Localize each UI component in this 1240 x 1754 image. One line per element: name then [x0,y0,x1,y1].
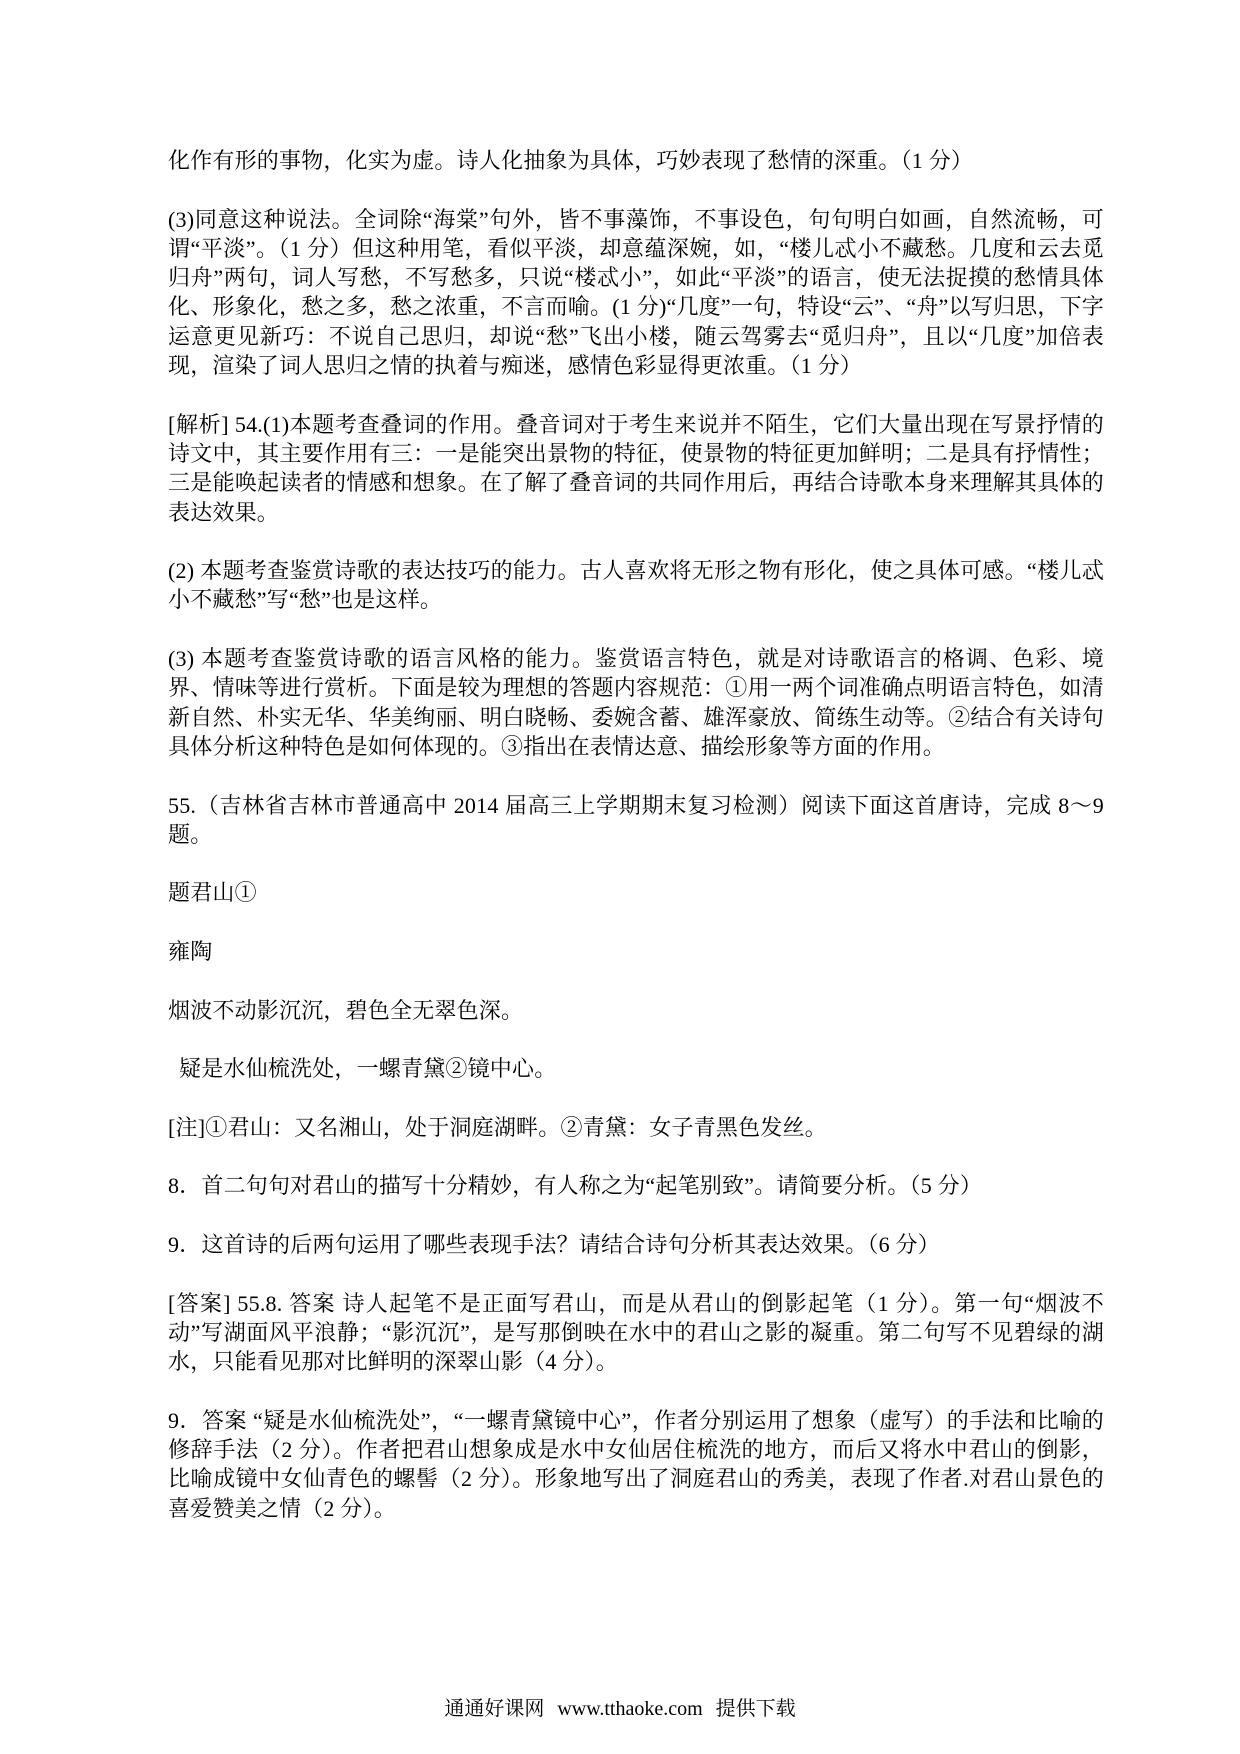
poem-line-1: 烟波不动影沉沉，碧色全无翠色深。 [168,997,524,1023]
question-8: 8．首二句句对君山的描写十分精妙，有人称之为“起笔别致”。请简要分析。（5 分） [168,1173,983,1199]
footer-download-label: 提供下载 [715,1698,796,1720]
paragraph-question-55-intro: 55.（吉林省吉林市普通高中 2014 届高三上学期期末复习检测）阅读下面这首唐诗，完成 8～9 题。 [168,792,1110,847]
poem-title: 题君山① [168,880,257,906]
paragraph-analysis-54-1: [解析] 54.(1)本题考查叠词的作用。叠音词对于考生来说并不陌生，它们大量出现在写景抒情的诗文中，其主要作用有三：一是能突出景物的特征，使景物的特征更加鲜明；二是具有抒情性；三是能唤起读者的情感和想象。在了解了叠音词的共同作用后，再结合诗歌本身来理解其具体的表达效果。 [168,411,1104,525]
document-body [168,146,1110,1523]
paragraph-answer-point-3: (3)同意这种说法。全词除“海棠”句外，皆不事藻饰，不事设色，句句明白如画，自然流畅，可谓“平淡”。（1 分）但这种用笔，看似平淡，却意蕴深婉，如，“楼儿忒小不藏愁。几度和云去觅归舟”两句，词人写愁，不写愁多，只说“楼忒小”，如此“平淡”的语言，使无法捉摸的愁情具体化、形象化，愁之多，愁之浓重，不言而喻。(1 分)“几度”一句，特设“云”、“舟”以写归思，下字运意更见新巧：不说自己思归，却说“愁”飞出小楼，随云驾雾去“觅归舟”，且以“几度”加倍表现，渲染了词人思归之情的执着与痴迷，感情色彩显得更浓重。（1 分） [168,206,1104,379]
poem-author: 雍陶 [168,939,213,965]
poem-notes: [注]①君山：又名湘山，处于洞庭湖畔。②青黛：女子青黑色发丝。 [168,1114,827,1140]
answer-55-9: 9．答案 “疑是水仙梳洗处”，“一螺青黛镜中心”，作者分别运用了想象（虚写）的手法和比喻的修辞手法（2 分）。作者把君山想象成是水中女仙居住梳洗的地方，而后又将水中君山的倒影，比喻成镜中女仙青色的螺髻（2 分）。形象地写出了洞庭君山的秀美，表现了作者.对君山景色的喜爱赞美之情（2 分）。 [168,1407,1104,1521]
footer-site-name: 通通好课网 [444,1698,545,1720]
paragraph-analysis-54-2: (2) 本题考查鉴赏诗歌的表达技巧的能力。古人喜欢将无形之物有形化，使之具体可感。“楼儿忒小不藏愁”写“愁”也是这样。 [168,558,1104,613]
question-9: 9．这首诗的后两句运用了哪些表现手法？请结合诗句分析其表达效果。（6 分） [168,1231,940,1257]
poem-line-2: 疑是水仙梳洗处，一螺青黛②镜中心。 [179,1056,557,1082]
page-footer [0,1696,1240,1722]
answer-55-8: [答案] 55.8. 答案 诗人起笔不是正面写君山，而是从君山的倒影起笔（1 分）。第一句“烟波不动”写湖面风平浪静；“影沉沉”，是写那倒映在水中的君山之影的凝重。第二句写不见碧绿的湖水，只能看见那对比鲜明的深翠山影（4 分）。 [168,1290,1104,1375]
paragraph-answer-continuation: 化作有形的事物，化实为虚。诗人化抽象为具体，巧妙表现了愁情的深重。（1 分） [168,148,974,173]
footer-site-url: www.tthaoke.com [557,1698,703,1720]
paragraph-analysis-54-3: (3) 本题考查鉴赏诗歌的语言风格的能力。鉴赏语言特色，就是对诗歌语言的格调、色彩、境界、情味等进行赏析。下面是较为理想的答题内容规范：①用一两个词准确点明语言特色，如清新自然、朴实无华、华美绚丽、明白晓畅、委婉含蓄、雄浑豪放、简练生动等。②结合有关诗句具体分析这种特色是如何体现的。③指出在表情达意、描绘形象等方面的作用。 [168,646,1104,759]
